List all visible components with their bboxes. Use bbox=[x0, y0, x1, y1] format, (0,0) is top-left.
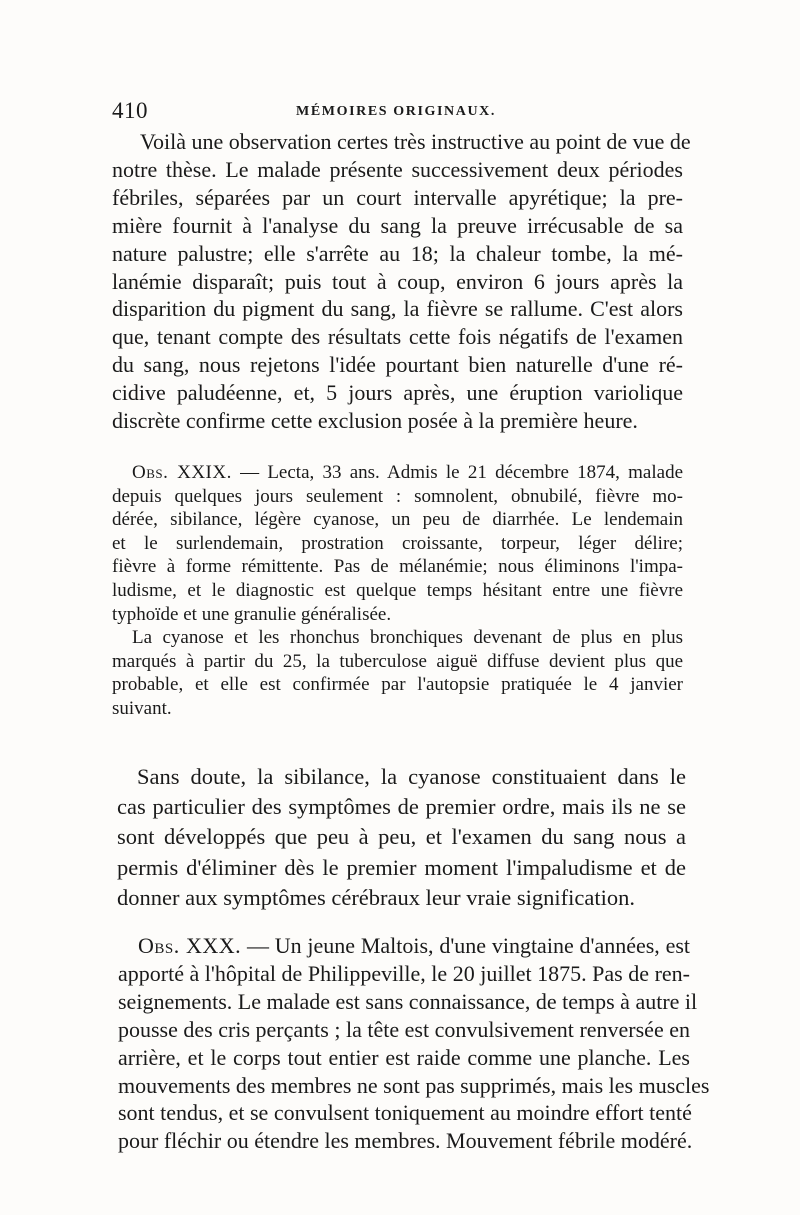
text-line: seignements. Le malade est sans connaissance, de temps à autre il bbox=[118, 988, 698, 1014]
text-line: sont développés que peu à peu, et l'examen du sang nous a bbox=[117, 824, 686, 850]
paragraph-2 bbox=[117, 762, 686, 913]
text-line: probable, et elle est confirmée par l'autopsie pratiquée le 4 janvier bbox=[112, 674, 683, 696]
text-line: donner aux symptômes cérébraux leur vraie signification. bbox=[117, 884, 635, 910]
observation-dash: — bbox=[231, 462, 268, 483]
text-line: dérée, sibilance, légère cyanose, un peu de diarrhée. Le lendemain bbox=[112, 509, 683, 531]
observation-label: Obs. XXX. bbox=[138, 933, 242, 958]
text-line: que, tenant compte des résultats cette fois négatifs de l'examen bbox=[112, 324, 683, 350]
text-line: apporté à l'hôpital de Philippeville, le 20 juillet 1875. Pas de ren- bbox=[118, 960, 690, 986]
text-line: disparition du pigment du sang, la fièvre se rallume. C'est alors bbox=[112, 296, 683, 322]
text-line: discrète confirme cette exclusion posée à la première heure. bbox=[112, 408, 638, 434]
page-number: 410 bbox=[112, 98, 148, 123]
text-line: fièvre à forme rémittente. Pas de mélanémie; nous éliminons l'impa- bbox=[112, 556, 683, 578]
text-line: mière fournit à l'analyse du sang la preuve irrécusable de sa bbox=[112, 212, 683, 238]
text-line: cidive paludéenne, et, 5 jours après, une éruption variolique bbox=[112, 380, 683, 406]
observation-dash: — bbox=[241, 933, 275, 958]
text-line: nature palustre; elle s'arrête au 18; la chaleur tombe, la mé- bbox=[112, 240, 683, 266]
text-line: mouvements des membres ne sont pas supprimés, mais les muscles bbox=[118, 1072, 710, 1098]
text-line: marqués à partir du 25, la tuberculose aiguë diffuse devient plus que bbox=[112, 650, 683, 672]
running-head: MÉMOIRES ORIGINAUX. bbox=[296, 104, 496, 119]
text-line: fébriles, séparées par un court intervalle apyrétique; la pre- bbox=[112, 184, 683, 210]
observation-text: Un jeune Maltois, d'une vingtaine d'années, est bbox=[274, 933, 691, 958]
text-line: pousse des cris perçants ; la tête est convulsivement renversée en bbox=[118, 1016, 690, 1042]
text-line: ludisme, et le diagnostic est quelque temps hésitant entre une fièvre bbox=[112, 579, 683, 601]
text-line: arrière, et le corps tout entier est raide comme une planche. Les bbox=[118, 1044, 690, 1070]
observation-30 bbox=[118, 932, 710, 1155]
text-line: suivant. bbox=[112, 697, 172, 719]
text-line: du sang, nous rejetons l'idée pourtant bien naturelle d'une ré- bbox=[112, 352, 683, 378]
observation-first-line bbox=[118, 932, 690, 960]
text-line: typhoïde et une granulie généralisée. bbox=[112, 603, 392, 625]
text-line: Sans doute, la sibilance, la cyanose constituaient dans le bbox=[137, 764, 686, 789]
observation-first-line bbox=[112, 461, 683, 485]
text-line: depuis quelques jours seulement : somnolent, obnubilé, fièvre mo- bbox=[112, 485, 683, 507]
text-line: cas particulier des symptômes de premier ordre, mais ils ne se bbox=[117, 794, 686, 820]
observation-text: Lecta, 33 ans. Admis le 21 décembre 1874, malade bbox=[267, 462, 683, 483]
observation-label: Obs. XXIX. bbox=[132, 462, 232, 483]
text-line: La cyanose et les rhonchus bronchiques devenant de plus en plus bbox=[132, 627, 683, 649]
text-line: lanémie disparaît; puis tout à coup, environ 6 jours après la bbox=[112, 268, 683, 294]
text-line: sont tendus, et se convulsent toniquement au moindre effort tenté bbox=[118, 1100, 692, 1126]
text-line: permis d'éliminer dès le premier moment l'impaludisme et de bbox=[117, 854, 686, 880]
text-line: pour fléchir ou étendre les membres. Mouvement fébrile modéré. bbox=[118, 1128, 693, 1154]
page-header bbox=[112, 98, 680, 126]
text-line: et le surlendemain, prostration croissante, torpeur, léger délire; bbox=[112, 532, 683, 554]
text-line: Voilà une observation certes très instructive au point de vue de bbox=[140, 129, 691, 154]
observation-29 bbox=[112, 461, 683, 721]
text-line: notre thèse. Le malade présente successivement deux périodes bbox=[112, 156, 683, 182]
paragraph-1 bbox=[112, 128, 691, 435]
